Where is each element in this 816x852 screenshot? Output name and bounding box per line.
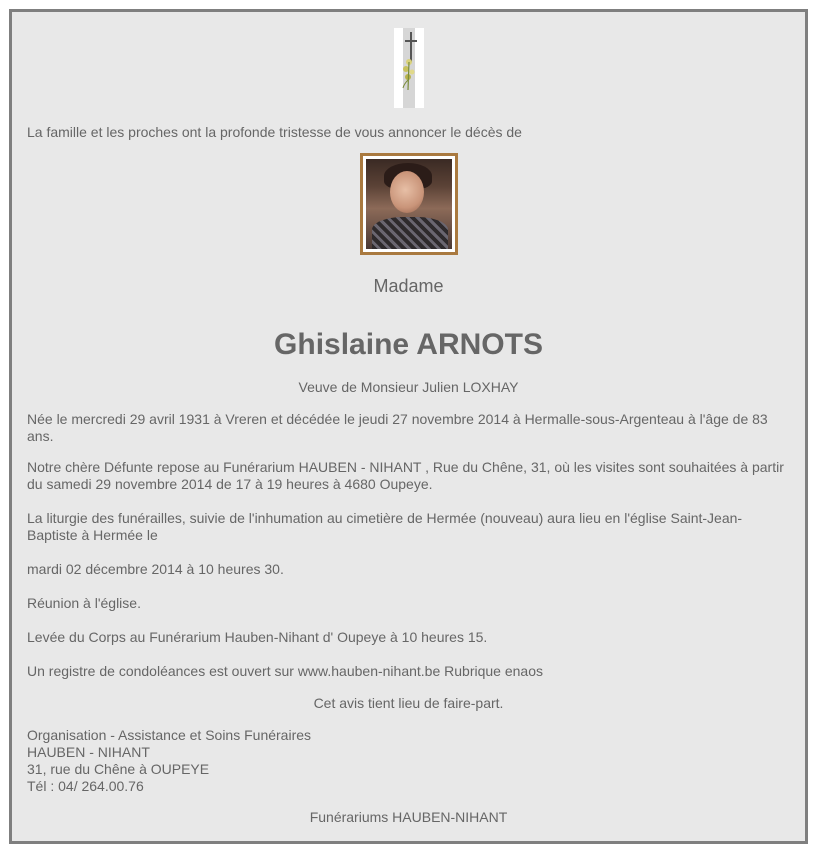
organisation-line-3: 31, rue du Chêne à OUPEYE: [27, 761, 210, 777]
organisation-line-2: HAUBEN - NIHANT: [27, 744, 150, 760]
organisation-line-1: Organisation - Assistance et Soins Funéraires: [27, 727, 312, 743]
widow-line: Veuve de Monsieur Julien LOXHAY: [298, 379, 519, 395]
footer-text: Funérariums HAUBEN-NIHANT: [309, 809, 508, 825]
organisation-phone: Tél : 04/ 264.00.76: [27, 778, 144, 794]
obituary-card: [9, 9, 808, 844]
organisation-block: [27, 727, 787, 795]
visitation-paragraph: Notre chère Défunte repose au Funérarium HAUBEN - NIHANT , Rue du Chêne, 31, où les visites sont souhaitées à partir du samedi 29 novembre 2014 de 17 à 19 heures à 4680 Oupeye.: [27, 459, 784, 492]
notice-text: Cet avis tient lieu de faire-part.: [313, 695, 504, 711]
ceremony-datetime: mardi 02 décembre 2014 à 10 heures 30.: [27, 561, 284, 577]
birth-death-paragraph: Née le mercredi 29 avril 1931 à Vreren et décédée le jeudi 27 novembre 2014 à Hermalle-sous-Argenteau à l'âge de 83 ans.: [27, 411, 768, 444]
register-text: Un registre de condoléances est ouvert sur www.hauben-nihant.be Rubrique enaos: [27, 663, 543, 679]
intro-text: La famille et les proches ont la profonde tristesse de vous annoncer le décès de: [27, 124, 522, 140]
meeting-text: Réunion à l'église.: [27, 595, 141, 611]
procession-text: Levée du Corps au Funérarium Hauben-Nihant d' Oupeye à 10 heures 15.: [27, 629, 488, 645]
deceased-name: Ghislaine ARNOTS: [274, 328, 543, 361]
salutation: Madame: [373, 276, 444, 296]
cross-flower-ornament-icon: [394, 28, 424, 108]
portrait-photo: [360, 153, 458, 255]
liturgy-paragraph: La liturgie des funérailles, suivie de l'inhumation au cimetière de Hermée (nouveau) aura lieu en l'église Saint-Jean-Baptiste à Hermée le: [27, 510, 743, 543]
